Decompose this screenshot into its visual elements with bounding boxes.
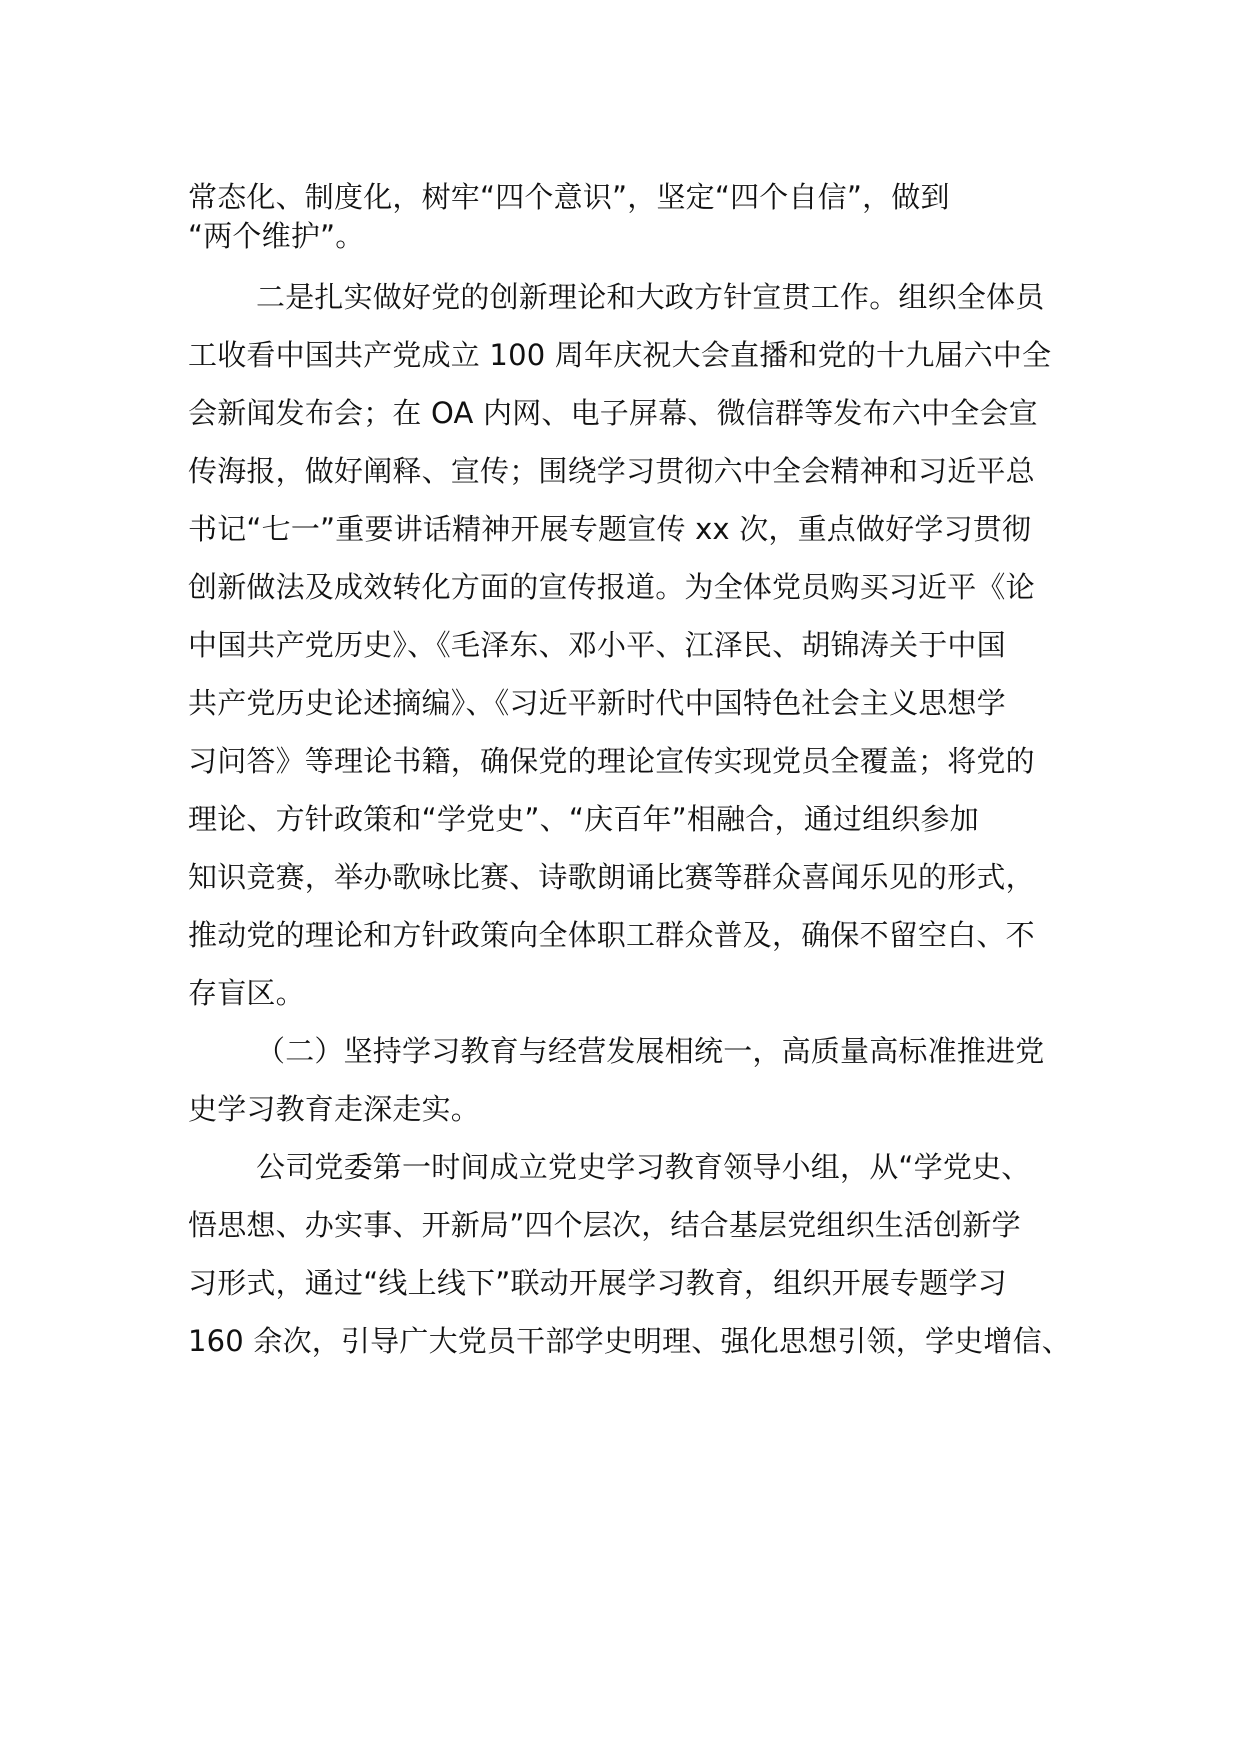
text-line: 共产党历史论述摘编》、《习近平新时代中国特色社会主义思想学: [188, 686, 1006, 720]
text-line: 工收看中国共产党成立 100 周年庆祝大会直播和党的十九届六中全: [188, 338, 1052, 372]
section-heading: （二）坚持学习教育与经营发展相统一，高质量高标准推进党: [256, 1034, 1045, 1068]
text-line: 悟思想、办实事、开新局”四个层次，结合基层党组织生活创新学: [188, 1208, 1021, 1242]
section-heading-continued: 史学习教育走深走实。: [188, 1092, 481, 1126]
text-line: 常态化、制度化，树牢“四个意识”，坚定“四个自信”，做到: [188, 180, 950, 214]
text-line: 中国共产党历史》、《毛泽东、邓小平、江泽民、胡锦涛关于中国: [188, 628, 1006, 662]
text-line: 理论、方针政策和“学党史”、“庆百年”相融合，通过组织参加: [188, 802, 979, 836]
text-line: 习形式，通过“线上线下”联动开展学习教育，组织开展专题学习: [188, 1266, 1007, 1300]
paragraph-first-line: 公司党委第一时间成立党史学习教育领导小组，从“学党史、: [256, 1150, 1031, 1184]
text-line: “两个维护”。: [188, 219, 365, 253]
text-line: 习问答》等理论书籍，确保党的理论宣传实现党员全覆盖；将党的: [188, 744, 1035, 778]
text-line: 书记“七一”重要讲话精神开展专题宣传 xx 次，重点做好学习贯彻: [188, 512, 1032, 546]
text-line: 传海报，做好阐释、宣传；围绕学习贯彻六中全会精神和习近平总: [188, 454, 1035, 488]
text-line: 推动党的理论和方针政策向全体职工群众普及，确保不留空白、不: [188, 918, 1035, 952]
text-line: 160 余次，引导广大党员干部学史明理、强化思想引领，学史增信、: [188, 1324, 1071, 1358]
text-line: 会新闻发布会；在 OA 内网、电子屏幕、微信群等发布六中全会宣: [188, 396, 1038, 430]
text-line: 知识竞赛，举办歌咏比赛、诗歌朗诵比赛等群众喜闻乐见的形式，: [188, 860, 1035, 894]
text-line: 存盲区。: [188, 976, 305, 1010]
paragraph-first-line: 二是扎实做好党的创新理论和大政方针宣贯工作。组织全体员: [256, 280, 1045, 314]
text-line: 创新做法及成效转化方面的宣传报道。为全体党员购买习近平《论: [188, 570, 1035, 604]
